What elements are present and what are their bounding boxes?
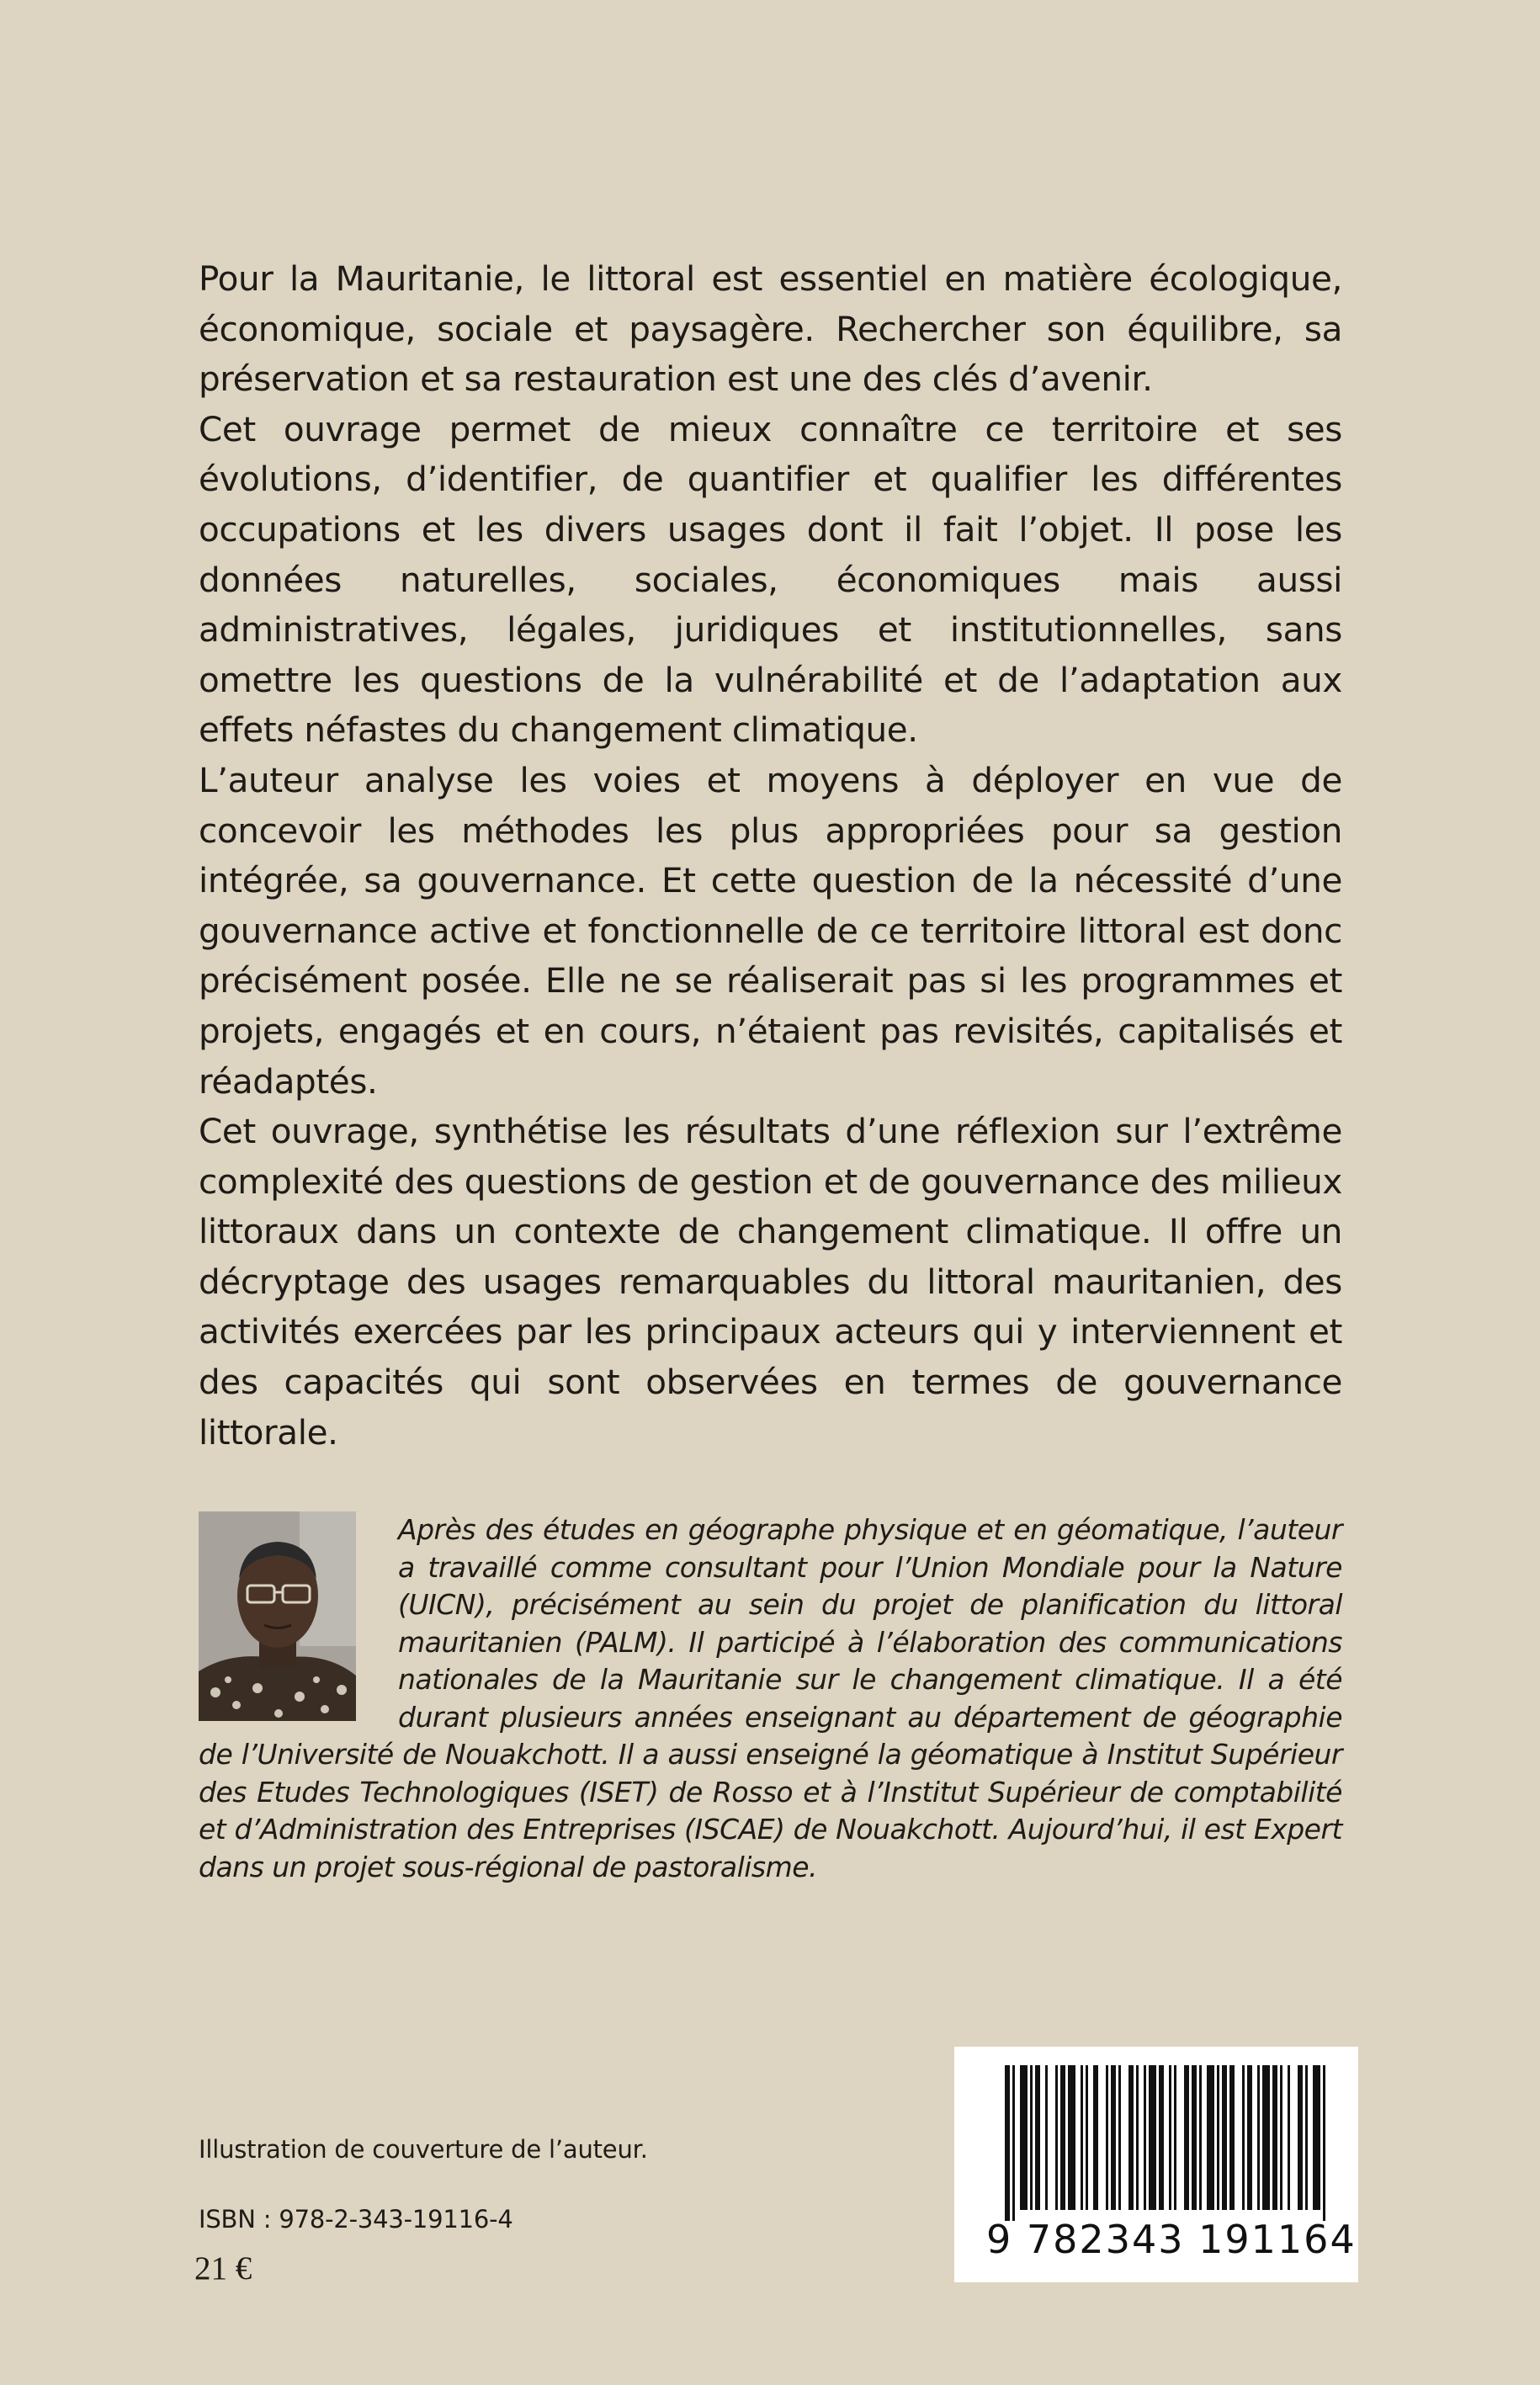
illustration-credit: Illustration de couverture de l’auteur. xyxy=(199,2135,648,2164)
summary-paragraph: Pour la Mauritanie, le littoral est essentiel en matière écologique, économique, sociale et paysagère. Rechercher son équilibre, sa préservation et sa restauration est une des clés d’avenir. xyxy=(199,258,1342,400)
barcode-digits: 9 782343 191164 xyxy=(986,2217,1357,2262)
back-cover-summary xyxy=(199,254,1342,1458)
summary-paragraph: L’auteur analyse les voies et moyens à déployer en vue de concevoir les méthodes les plus appropriées pour sa gestion intégrée, sa gouvernance. Et cette question de la nécessité d’une gouvernance active et fonctionnelle de ce territoire littoral est donc précisément posée. Elle ne se réaliserait pas si les programmes et projets, engagés et en cours, n’étaient pas revisités, capitalisés et réadaptés. xyxy=(199,759,1342,1102)
isbn-label: ISBN : 978-2-343-19116-4 xyxy=(199,2205,513,2234)
price-label: 21 € xyxy=(194,2250,252,2287)
author-bio-text: Après des études en géographe physique et en géomatique, l’auteur a travaillé comme consultant pour l’Union Mondiale pour la Nature (UICN), précisément au sein du projet de planification du littoral mauritanien (PALM). Il participé à l’élaboration des communications nationales de la Mauritanie sur le changement climatique. Il a été durant plusieurs années enseignant au département de géographie de l’Université de Nouakchott. Il a aussi enseigné la géomatique à Institut Supérieur des Etudes Technologiques (ISET) de Rosso et à l’Institut Supérieur de comptabilité et d’Administration des Entreprises (ISCAE) de Nouakchott. Aujourd’hui, il est Expert dans un projet sous-régional de pastoralisme. xyxy=(199,1513,1342,1883)
photo-spacer xyxy=(199,1511,356,1721)
author-biography xyxy=(199,1511,1342,1886)
barcode xyxy=(954,2047,1358,2282)
summary-paragraph: Cet ouvrage permet de mieux connaître ce territoire et ses évolutions, d’identifier, de quantifier et qualifier les différentes occupations et les divers usages dont il fait l’objet. Il pose les données naturelles, sociales, économiques mais aussi administratives, légales, juridiques et institutionnelles, sans omettre les questions de la vulnérabilité et de l’adaptation aux effets néfastes du changement climatique. xyxy=(199,408,1342,751)
summary-paragraph: Cet ouvrage, synthétise les résultats d’une réflexion sur l’extrême complexité des questions de gestion et de gouvernance des milieux littoraux dans un contexte de changement climatique. Il offre un décryptage des usages remarquables du littoral mauritanien, des activités exercées par les principaux acteurs qui y interviennent et des capacités qui sont observées en termes de gouvernance littorale. xyxy=(199,1111,1342,1453)
